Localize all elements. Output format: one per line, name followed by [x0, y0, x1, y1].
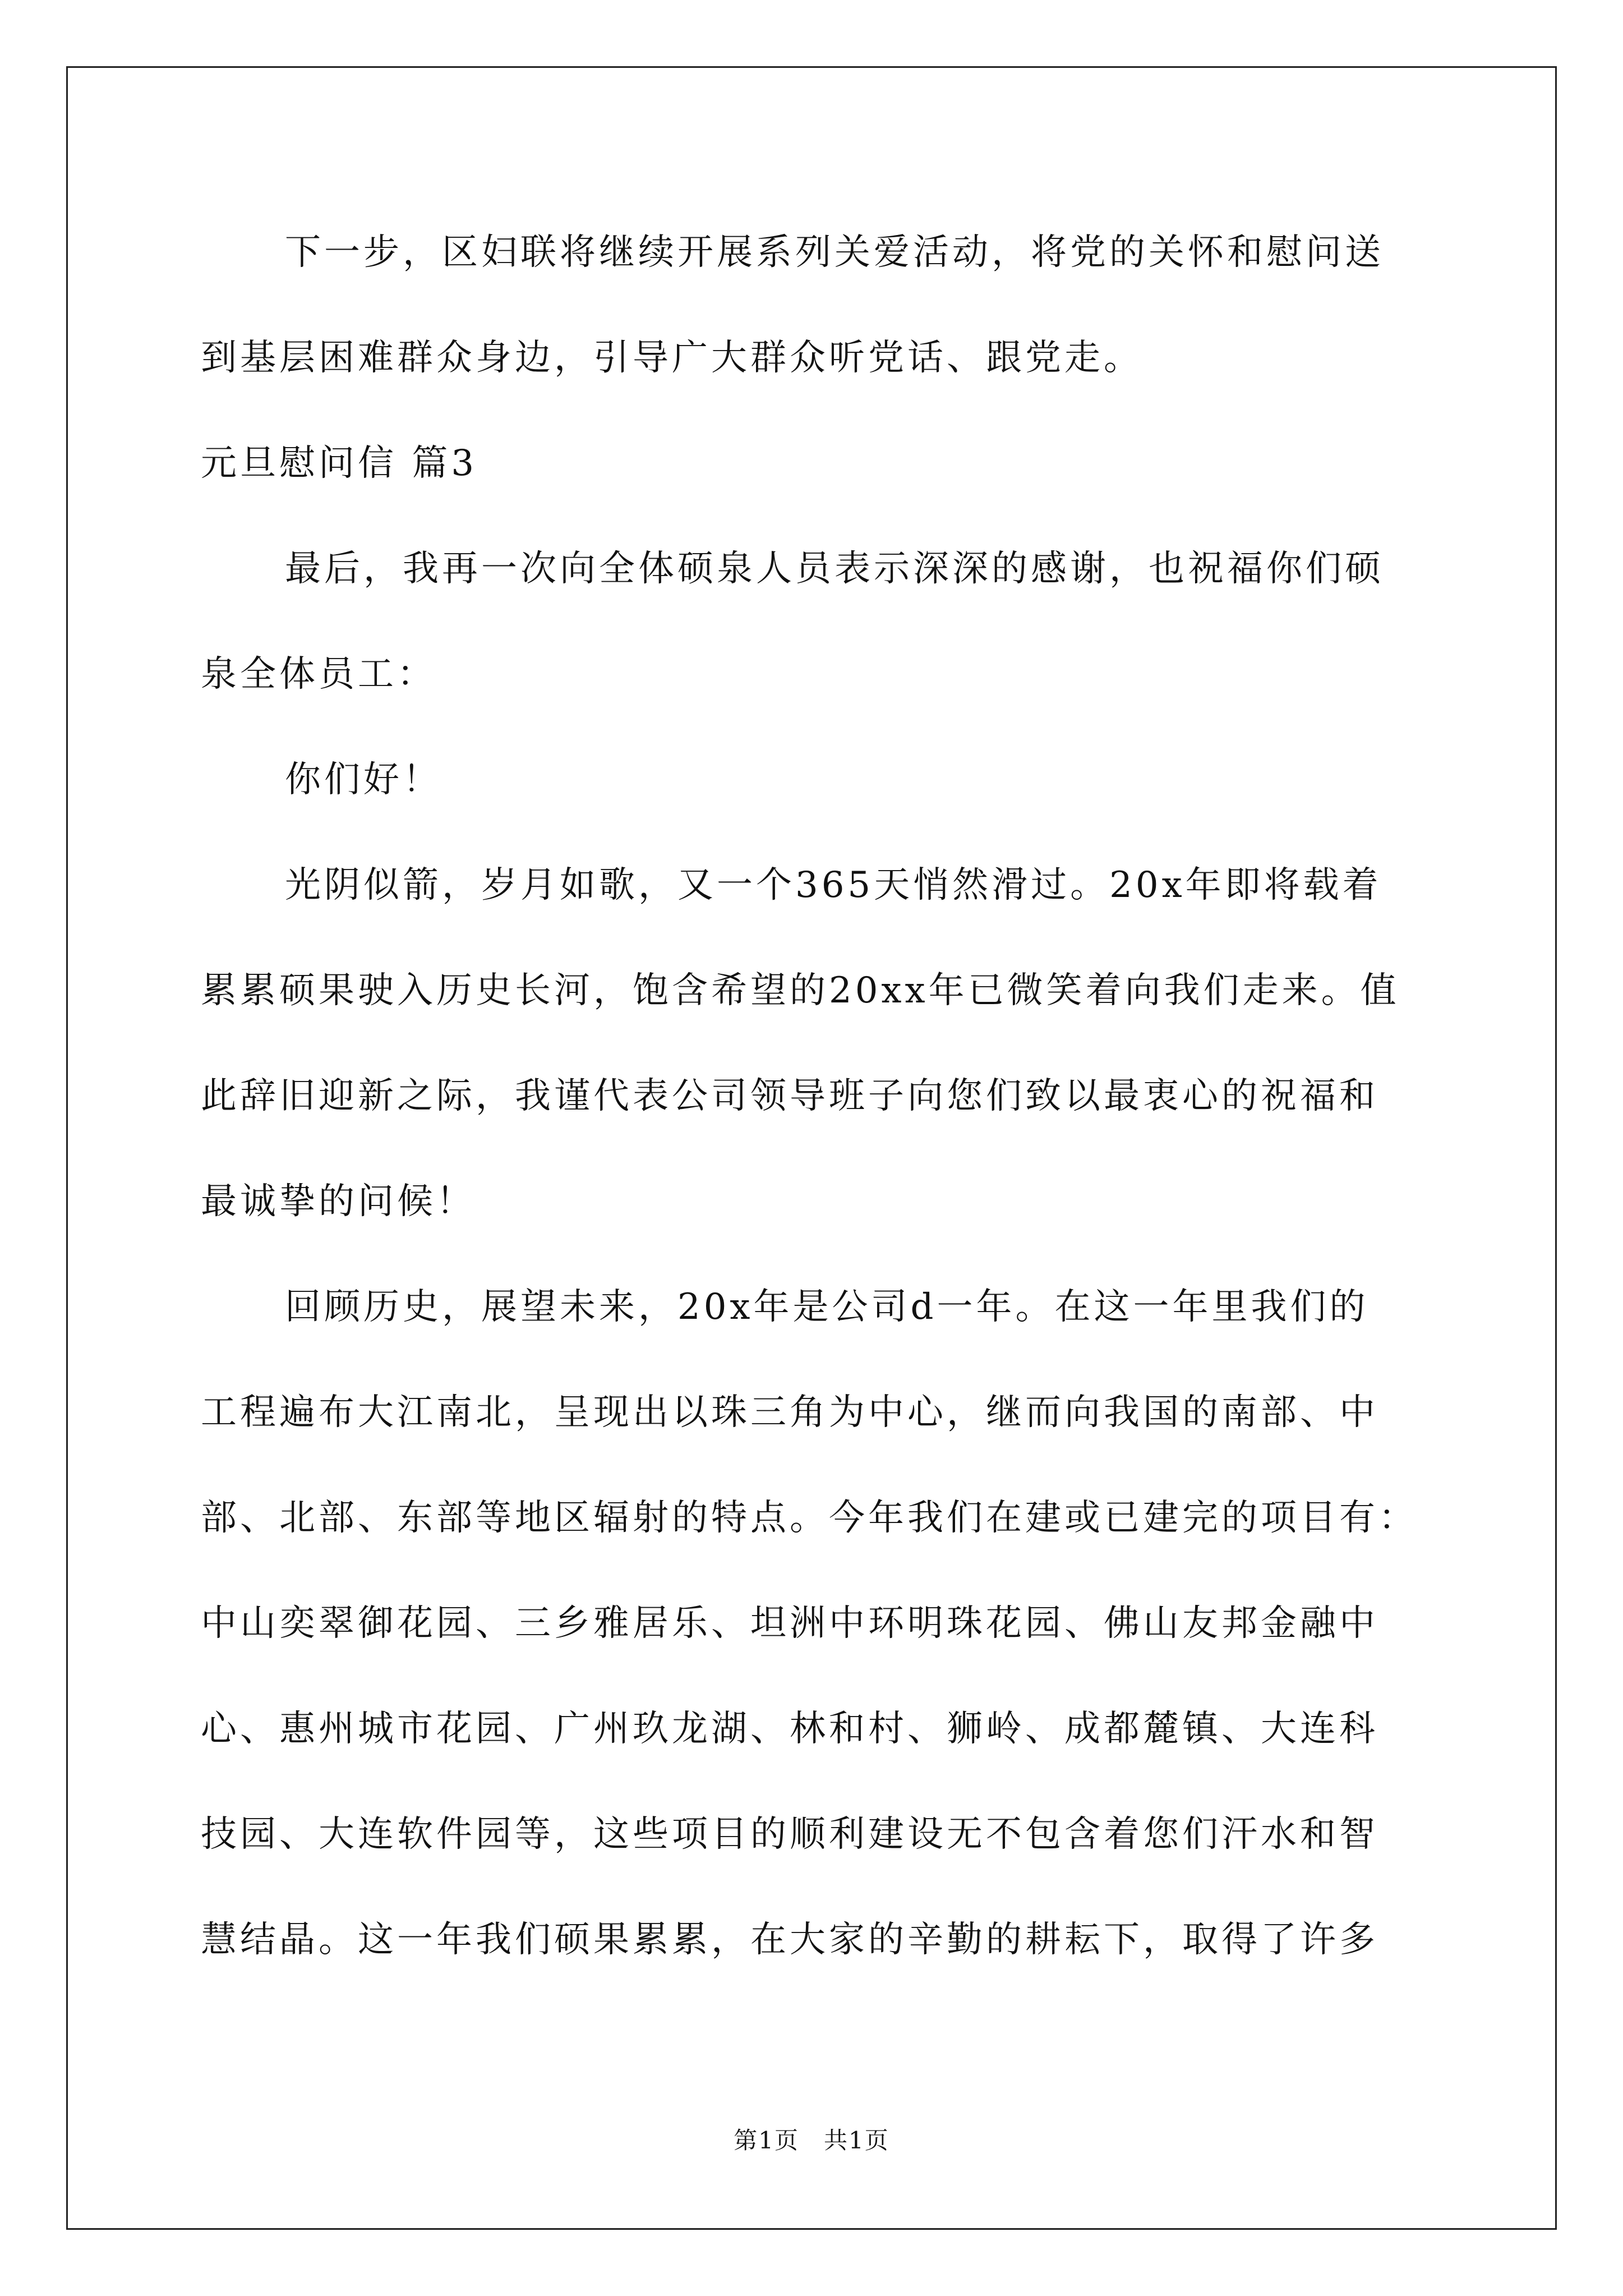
paragraph-line: 光阴似箭，岁月如歌，又一个365天悄然滑过。20x年即将载着 — [285, 864, 1382, 906]
paragraph-line: 中山奕翠御花园、三乡雅居乐、坦洲中环明珠花园、佛山友邦金融中 — [201, 1603, 1378, 1644]
page-footer: 第1页 共1页 — [734, 2127, 889, 2154]
paragraph-line: 心、惠州城市花园、广州玖龙湖、林和村、狮岭、成都麓镇、大连科 — [201, 1708, 1378, 1750]
section-heading: 元旦慰问信 篇3 — [201, 443, 478, 484]
paragraph-line: 部、北部、东部等地区辐射的特点。今年我们在建或已建完的项目有： — [201, 1497, 1418, 1539]
paragraph-line: 泉全体员工： — [201, 654, 436, 695]
paragraph-line: 回顾历史，展望未来，20x年是公司d一年。在这一年里我们的 — [285, 1286, 1369, 1328]
greeting-line: 你们好！ — [285, 759, 442, 800]
paragraph-line: 此辞旧迎新之际，我谨代表公司领导班子向您们致以最衷心的祝福和 — [201, 1075, 1378, 1117]
paragraph-line: 最诚挚的问候！ — [201, 1181, 476, 1222]
paragraph-line: 下一步，区妇联将继续开展系列关爱活动，将党的关怀和慰问送 — [285, 232, 1384, 273]
paragraph-line: 最后，我再一次向全体硕泉人员表示深深的感谢，也祝福你们硕 — [285, 548, 1384, 590]
paragraph-line: 慧结晶。这一年我们硕果累累，在大家的辛勤的耕耘下，取得了许多 — [201, 1919, 1378, 1961]
paragraph-line: 到基层困难群众身边，引导广大群众听党话、跟党走。 — [201, 337, 1143, 379]
paragraph-line: 技园、大连软件园等，这些项目的顺利建设无不包含着您们汗水和智 — [201, 1814, 1378, 1855]
paragraph-line: 累累硕果驶入历史长河，饱含希望的20xx年已微笑着向我们走来。值 — [201, 970, 1400, 1011]
paragraph-line: 工程遍布大江南北，呈现出以珠三角为中心，继而向我国的南部、中 — [201, 1392, 1378, 1433]
page-border — [66, 66, 1557, 2230]
